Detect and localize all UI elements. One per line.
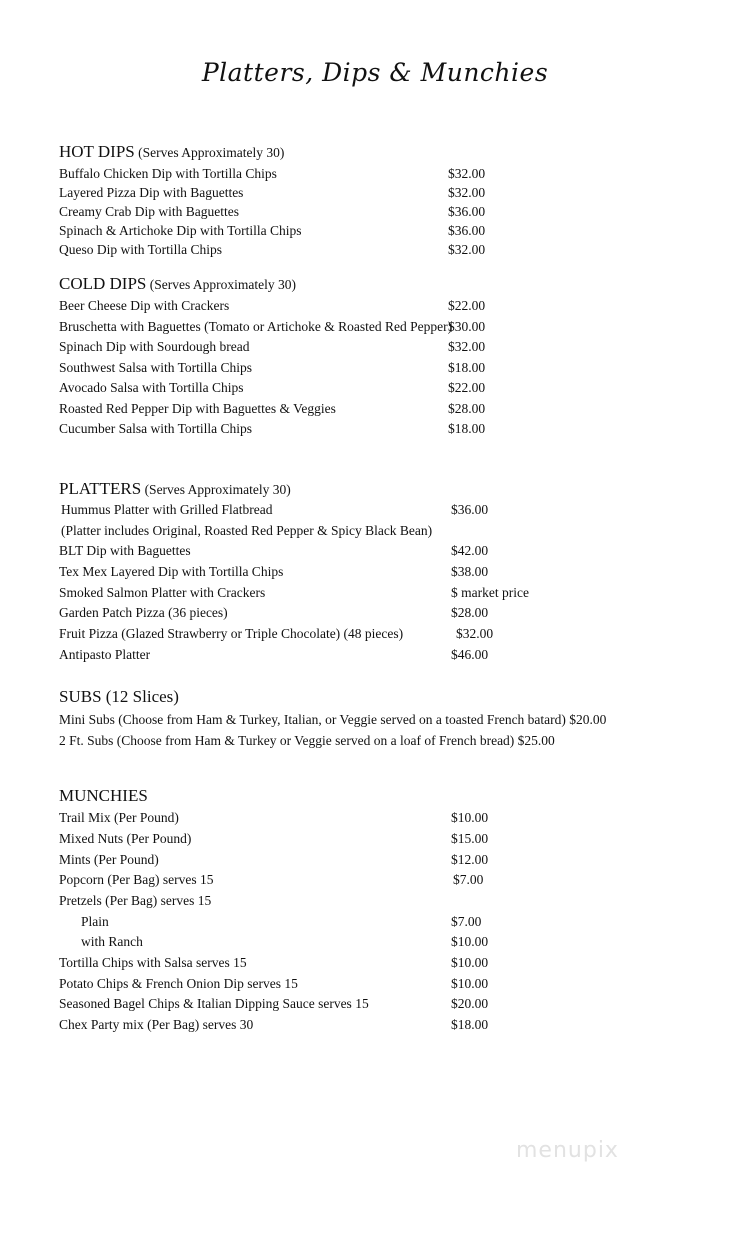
subs-title: SUBS (12 Slices) <box>59 687 179 706</box>
menu-item-name: Cucumber Salsa with Tortilla Chips <box>59 421 253 436</box>
menu-item-name: Roasted Red Pepper Dip with Baguettes & Veggies <box>59 401 336 416</box>
hot-dips-heading <box>59 142 284 162</box>
menu-item-name: Popcorn (Per Bag) serves 15 <box>59 872 214 887</box>
menu-item-note: (Platter includes Original, Roasted Red Pepper & Spicy Black Bean) <box>61 523 433 538</box>
hot-dips-note: (Serves Approximately 30) <box>138 145 285 160</box>
menu-item-price: $12.00 <box>451 852 489 867</box>
menu-item-name: Chex Party mix (Per Bag) serves 30 <box>59 1017 254 1032</box>
menu-item-price: $7.00 <box>451 914 482 929</box>
menu-item-name: Trail Mix (Per Pound) <box>59 810 179 825</box>
platters-title: PLATTERS <box>59 479 142 498</box>
menu-item-price: $32.00 <box>456 626 494 641</box>
platters-heading <box>59 479 291 499</box>
munchies-heading <box>59 786 148 806</box>
menu-item-name: Mixed Nuts (Per Pound) <box>59 831 192 846</box>
menu-item-name: Tortilla Chips with Salsa serves 15 <box>59 955 247 970</box>
menu-item-price: $7.00 <box>453 872 484 887</box>
menu-subitem-name: with Ranch <box>81 934 143 949</box>
menu-item-price: $36.00 <box>451 502 489 517</box>
menu-item-price: $36.00 <box>448 204 486 219</box>
menu-item-price: $32.00 <box>448 242 486 257</box>
menu-item-name: Spinach Dip with Sourdough bread <box>59 339 250 354</box>
menu-item-price: $38.00 <box>451 564 489 579</box>
menu-subitem-name: Plain <box>81 914 109 929</box>
menu-item-price: $18.00 <box>448 421 486 436</box>
cold-dips-title: COLD DIPS <box>59 274 147 293</box>
menu-item-name: Hummus Platter with Grilled Flatbread <box>61 502 273 517</box>
sub-item: 2 Ft. Subs (Choose from Ham & Turkey or Veggie served on a loaf of French bread) $25.00 <box>59 733 555 748</box>
menu-item-name: Potato Chips & French Onion Dip serves 15 <box>59 976 298 991</box>
menu-item-price: $10.00 <box>451 934 489 949</box>
menu-item-name: Beer Cheese Dip with Crackers <box>59 298 230 313</box>
menu-item-price: $10.00 <box>451 976 489 991</box>
menu-item-price: $32.00 <box>448 185 486 200</box>
cold-dips-note: (Serves Approximately 30) <box>149 277 296 292</box>
menu-item-price: $32.00 <box>448 166 486 181</box>
menu-item-price: $ market price <box>451 585 529 600</box>
menu-item-price: $46.00 <box>451 647 489 662</box>
menu-item-name: Antipasto Platter <box>59 647 151 662</box>
menu-item-price: $36.00 <box>448 223 486 238</box>
menu-item-price: $18.00 <box>448 360 486 375</box>
menu-item-name: Creamy Crab Dip with Baguettes <box>59 204 239 219</box>
menu-item-price: $32.00 <box>448 339 486 354</box>
menu-item-name: Fruit Pizza (Glazed Strawberry or Triple Chocolate) (48 pieces) <box>59 626 404 641</box>
menu-item-name: Bruschetta with Baguettes (Tomato or Artichoke & Roasted Red Pepper) <box>59 319 453 334</box>
hot-dips-title: HOT DIPS <box>59 142 135 161</box>
menu-item-name: Buffalo Chicken Dip with Tortilla Chips <box>59 166 277 181</box>
menu-item-price: $10.00 <box>451 955 489 970</box>
menu-item-price: $30.00 <box>448 319 486 334</box>
menu-item-name: Smoked Salmon Platter with Crackers <box>59 585 266 600</box>
menu-item-price: $18.00 <box>451 1017 489 1032</box>
menu-item-name: BLT Dip with Baguettes <box>59 543 191 558</box>
menu-item-name: Southwest Salsa with Tortilla Chips <box>59 360 253 375</box>
menu-item-name: Pretzels (Per Bag) serves 15 <box>59 893 212 908</box>
menu-item-price: $15.00 <box>451 831 489 846</box>
menu-item-price: $20.00 <box>451 996 489 1011</box>
menu-item-name: Seasoned Bagel Chips & Italian Dipping Sauce serves 15 <box>59 996 369 1011</box>
menu-item-price: $42.00 <box>451 543 489 558</box>
menu-item-name: Mints (Per Pound) <box>59 852 159 867</box>
menu-item-name: Queso Dip with Tortilla Chips <box>59 242 223 257</box>
menu-item-name: Garden Patch Pizza (36 pieces) <box>59 605 228 620</box>
cold-dips-heading <box>59 274 296 294</box>
sub-item: Mini Subs (Choose from Ham & Turkey, Italian, or Veggie served on a toasted French batard) $20.00 <box>59 712 607 727</box>
subs-heading <box>59 687 179 707</box>
menu-item-price: $22.00 <box>448 298 486 313</box>
menu-item-name: Tex Mex Layered Dip with Tortilla Chips <box>59 564 284 579</box>
menu-item-price: $28.00 <box>451 605 489 620</box>
menu-item-price: $22.00 <box>448 380 486 395</box>
menu-item-price: $28.00 <box>448 401 486 416</box>
menu-item-name: Spinach & Artichoke Dip with Tortilla Chips <box>59 223 302 238</box>
platters-note: (Serves Approximately 30) <box>144 482 291 497</box>
menu-item-name: Layered Pizza Dip with Baguettes <box>59 185 244 200</box>
watermark: menupix <box>516 1138 619 1163</box>
menu-item-price: $10.00 <box>451 810 489 825</box>
page-title: Platters, Dips & Munchies <box>201 58 549 87</box>
menu-item-name: Avocado Salsa with Tortilla Chips <box>59 380 244 395</box>
munchies-title: MUNCHIES <box>59 786 148 805</box>
